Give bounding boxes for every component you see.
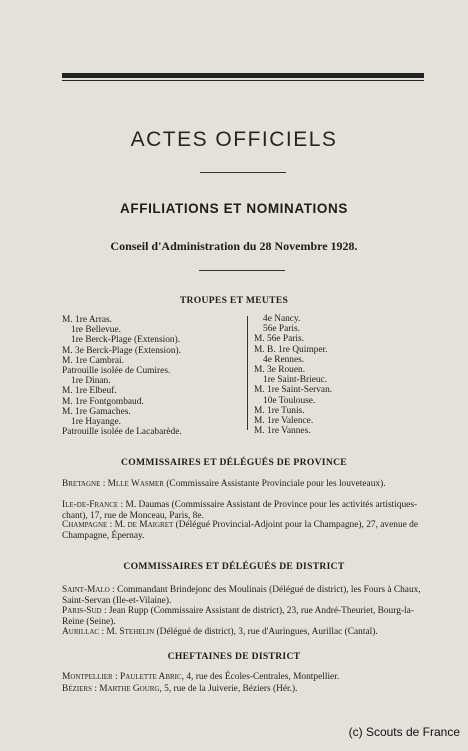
troupe-item: Patrouille isolée de Lacabarède. bbox=[62, 427, 182, 438]
section-title: AFFILIATIONS ET NOMINATIONS bbox=[120, 201, 348, 216]
troupe-item: 4e Nancy. bbox=[263, 314, 301, 324]
province-entry: Bretagne : Mlle Wasmer (Commissaire Assistante Provinciale pour les louveteaux). bbox=[62, 479, 386, 489]
troupe-item: Patrouille isolée de Cumires. bbox=[62, 365, 171, 376]
troupe-item: M. B. 1re Quimper. bbox=[254, 344, 328, 355]
entry-name: M. Stehelin bbox=[106, 627, 155, 637]
entry-name: Paulette Abric bbox=[120, 672, 182, 682]
troupe-item: M. 1re Gamaches. bbox=[62, 406, 131, 417]
copyright-watermark: (c) Scouts de France bbox=[348, 725, 460, 739]
entry-name: Commandant Brindejonc des Moulinais bbox=[117, 585, 267, 595]
column-divider bbox=[247, 316, 248, 430]
entry-text: (Délégué de district), les Fours à Chaux, Saint-Servan (Ile-et-Vilaine). bbox=[62, 585, 421, 606]
district-heading: COMMISSAIRES ET DÉLÉGUÉS DE DISTRICT bbox=[123, 561, 345, 572]
entry-name: Jean Rupp bbox=[108, 606, 149, 616]
entry-region: Paris-Sud bbox=[62, 606, 102, 616]
entry-region: Bretagne bbox=[62, 479, 101, 489]
troupe-item: M. 1re Elbeuf. bbox=[62, 386, 117, 397]
troupe-item: M. 3e Berck-Plage (Extension). bbox=[62, 345, 181, 356]
troupe-item: M. 1re Vannes. bbox=[254, 426, 311, 437]
entry-name: Mlle Wasmer bbox=[107, 479, 164, 489]
troupes-right-column bbox=[254, 314, 332, 436]
troupes-heading: TROUPES ET MEUTES bbox=[179, 295, 289, 306]
troupe-item: 1re Hayange. bbox=[71, 416, 121, 427]
troupe-item: M. 1re Arras. bbox=[62, 315, 112, 325]
province-heading: COMMISSAIRES ET DÉLÉGUÉS DE PROVINCE bbox=[121, 457, 347, 468]
entry-region: Aurillac bbox=[62, 627, 100, 637]
title-divider bbox=[200, 172, 286, 173]
cheftaines-heading: CHEFTAINES DE DISTRICT bbox=[167, 651, 301, 662]
troupes-left-column bbox=[62, 315, 182, 437]
entry-text: (Commissaire Assistant de district), 23, rue André-Theuriet, Bourg-la-Reine (Seine). bbox=[62, 606, 414, 627]
entry-name: M. de Maigret bbox=[114, 520, 174, 530]
entry-text: (Commissaire Assistant de Province pour les activités artistiques-chant), 17, rue de Monceau, Paris, 8e. bbox=[62, 500, 418, 521]
troupe-item: M. 1re Saint-Servan. bbox=[254, 385, 333, 396]
entry-region: Béziers bbox=[62, 684, 92, 694]
entry-region: Saint-Malo bbox=[62, 585, 110, 595]
entry-name: Marthe Gourg bbox=[99, 684, 160, 694]
top-rule-thin bbox=[62, 80, 424, 81]
entry-text: (Délégué Provincial-Adjoint pour la Champagne), 27, avenue de Champagne, Épernay. bbox=[62, 520, 418, 541]
troupe-item: 1re Berck-Plage (Extension). bbox=[71, 335, 181, 346]
entry-region: Champagne bbox=[62, 520, 108, 530]
troupe-item: 56e Paris. bbox=[263, 324, 300, 335]
province-entry: Ile-de-France : M. Daumas (Commissaire Assistant de Province pour les activités artistiques-chant), 17, rue de Monceau, Paris, 8e. bbox=[62, 500, 418, 521]
troupe-item: 1re Bellevue. bbox=[71, 325, 121, 336]
entry-name: M. Daumas bbox=[125, 500, 170, 510]
troupe-item: M. 1re Tunis. bbox=[254, 405, 305, 416]
troupe-item: M. 1re Cambrai. bbox=[62, 355, 124, 366]
district-entry: Paris-Sud : Jean Rupp (Commissaire Assistant de district), 23, rue André-Theuriet, Bourg-la-Reine (Seine). bbox=[62, 606, 414, 627]
troupe-item: M. 1re Fontgombaud. bbox=[62, 396, 144, 407]
council-line: Conseil d'Administration du 28 Novembre 1928. bbox=[110, 239, 358, 253]
troupe-item: 1re Dinan. bbox=[71, 376, 111, 387]
district-entry: Saint-Malo : Commandant Brindejonc des Moulinais (Délégué de district), les Fours à Chaux, Saint-Servan (Ile-et-Vilaine). bbox=[62, 585, 421, 606]
council-divider bbox=[199, 270, 285, 271]
entry-text: (Délégué de district), 3, rue d'Auringues, Aurillac (Cantal). bbox=[156, 627, 378, 637]
troupe-item: M. 3e Rouen. bbox=[254, 364, 306, 375]
entry-text: (Commissaire Assistante Provinciale pour les louveteaux). bbox=[166, 479, 386, 489]
page-title: ACTES OFFICIELS bbox=[130, 128, 338, 151]
cheftaine-entry: Béziers : Marthe Gourg, 5, rue de la Juiverie, Béziers (Hér.). bbox=[62, 684, 298, 694]
province-entry: Champagne : M. de Maigret (Délégué Provincial-Adjoint pour la Champagne), 27, avenue de Champagne, Épernay. bbox=[62, 520, 418, 541]
district-entry: Aurillac : M. Stehelin (Délégué de district), 3, rue d'Auringues, Aurillac (Cantal). bbox=[62, 627, 378, 637]
entry-region: Montpellier bbox=[62, 672, 113, 682]
entry-text: , 5, rue de la Juiverie, Béziers (Hér.). bbox=[159, 684, 298, 694]
troupe-item: M. 56e Paris. bbox=[254, 334, 304, 345]
entry-text: , 4, rue des Écoles-Centrales, Montpellier. bbox=[181, 672, 340, 682]
troupe-item: 4e Rennes. bbox=[263, 354, 305, 365]
troupe-item: 10e Toulouse. bbox=[263, 395, 316, 406]
troupe-item: 1re Saint-Brieuc. bbox=[263, 375, 328, 386]
top-rule-thick bbox=[62, 73, 424, 78]
entry-region: Ile-de-France bbox=[62, 500, 119, 510]
troupe-item: M. 1re Valence. bbox=[254, 415, 314, 426]
cheftaine-entry: Montpellier : Paulette Abric, 4, rue des Écoles-Centrales, Montpellier. bbox=[62, 672, 340, 682]
